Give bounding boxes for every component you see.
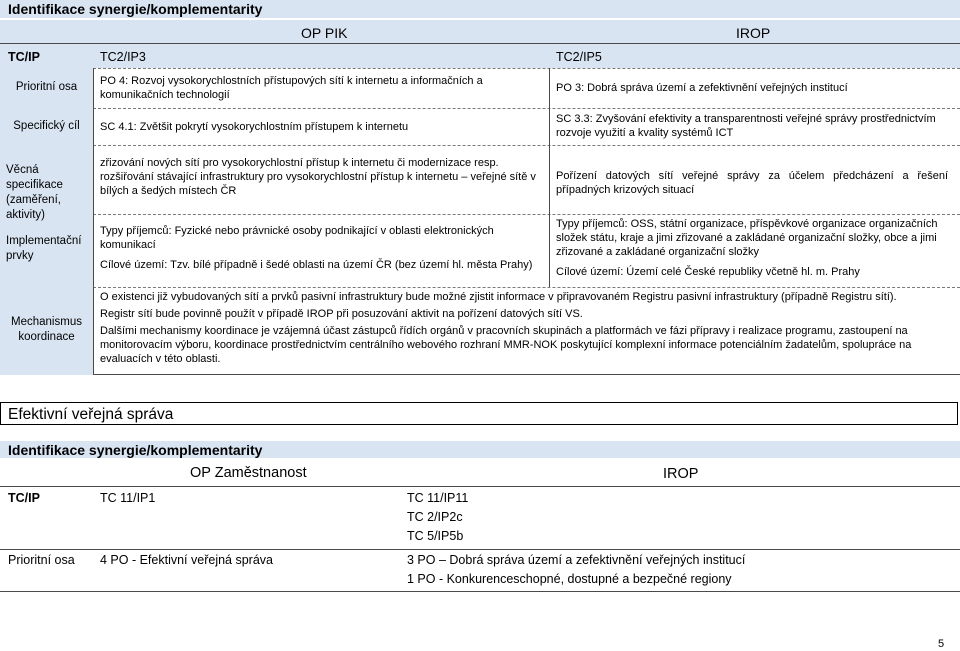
vs-right-text: Pořízení datových sítí veřejné správy za účelem předcházení a řešení případných krizových situací (556, 170, 948, 196)
tc-left-2: TC 11/IP1 (100, 491, 156, 505)
line-section2-op-bottom (0, 486, 960, 487)
line-tc-bottom (93, 68, 960, 69)
po-right-2-line1: 3 PO – Dobrá správa území a zefektivnění veřejných institucí (407, 553, 746, 567)
mk-text-2: Registr sítí bude povinně použít v případě IROP při posuzování aktivit na pořízení datových sítí VS. (100, 308, 583, 320)
po-label-2: Prioritní osa (8, 553, 75, 567)
irop-title-2: IROP (663, 466, 699, 482)
op-left-title: OP PIK (301, 25, 348, 41)
ip-right-text-2: Cílové území: Území celé České republiky včetně hl. m. Prahy (556, 266, 860, 278)
mk-text-3: Dalšími mechanismy koordinace je vzájemná účast zástupců řídích orgánů v pracovních skupinách a platformách ve fázi přípravy i realizace programu, zastoupení na monitorovacím výboru, koordinace prostřednictvím centrálního webového rozhraní MMR-NOK poskytující komplexní informace potenciálním žadatelům, spolupráce na evaluacích v této oblasti. (100, 325, 912, 365)
vline-left-border (93, 68, 94, 375)
op-right-title: IROP (736, 25, 771, 41)
line-sc-bottom (93, 145, 960, 146)
ip-left-text-1: Typy příjemců: Fyzické nebo právnické osoby podnikající v oblasti elektronických komunikací (100, 225, 494, 251)
vline-middle (549, 68, 550, 287)
sc-right-text: SC 3.3: Zvyšování efektivity a transparentnosti veřejné správy prostřednictvím rozvoje využití a kvality systémů ICT (556, 113, 936, 139)
page-number: 5 (938, 638, 945, 650)
tc-right-2-line2: TC 2/IP2c (407, 510, 463, 524)
op-header-bar (0, 20, 960, 43)
vs-left-text: zřizování nových sítí pro vysokorychlostní přístup k internetu či modernizace resp. rozšiřování stávající infrastruktury pro vysokorychlostní přístup k internetu – veřejné sítě v bílých a šedých místech ČR (100, 157, 536, 197)
section1-heading: Identifikace synergie/komplementarity (8, 1, 263, 17)
tc-right: TC2/IP5 (556, 50, 602, 64)
label-mechanismus-koordinace: Mechanismus koordinace (11, 316, 82, 343)
line-po-bottom (93, 108, 960, 109)
line-ip-bottom (93, 287, 960, 288)
po-right-text: PO 3: Dobrá správa území a zefektivnění veřejných institucí (556, 82, 848, 94)
tc-label-2: TC/IP (8, 491, 40, 505)
ip-right-text-1: Typy příjemců: OSS, státní organizace, příspěvkové organizace organizačních složek státu, kraje a jimi zřizované a zakládané organizační složky, obce a jimi zřizované a zakládané organizační složky (556, 218, 938, 258)
tc-label: TC/IP (8, 50, 40, 64)
op-zam-title: OP Zaměstnanost (190, 465, 307, 481)
section2-heading: Identifikace synergie/komplementarity (8, 442, 263, 458)
line-vs-bottom (93, 214, 960, 215)
po-right-2-line2: 1 PO - Konkurenceschopné, dostupné a bezpečné regiony (407, 572, 732, 586)
po-left-text: PO 4: Rozvoj vysokorychlostních přístupových sítí k internetu a informačních a komunikačních technologií (100, 75, 483, 101)
ip-left-text-2: Cílové území: Tzv. bílé případně i šedé oblasti na území ČR (bez území hl. města Prahy) (100, 259, 533, 271)
line-op-top (0, 43, 960, 44)
po-left-2: 4 PO - Efektivní veřejná správa (100, 553, 273, 567)
line-section2-tc-bottom (0, 549, 960, 550)
line-section1-bottom (93, 374, 960, 375)
label-prioritni-osa: Prioritní osa (15, 81, 78, 93)
section2-title: Efektivní veřejná správa (8, 406, 174, 423)
tc-left: TC2/IP3 (100, 50, 146, 64)
label-implementacni-prvky: Implementační prvky (6, 235, 82, 262)
line-section2-bottom (0, 591, 960, 592)
sc-left-text: SC 4.1: Zvětšit pokrytí vysokorychlostním přístupem k internetu (100, 121, 409, 133)
tc-right-2-line3: TC 5/IP5b (407, 529, 464, 543)
mk-text-1: O existenci již vybudovaných sítí a prvků pasivní infrastruktury bude možné zjistit informace v připravovaném Registru pasivní infrastruktury (případně Registru sítí). (100, 291, 897, 303)
label-vecna-specifikace: Věcná specifikace (zaměření, aktivity) (6, 164, 63, 221)
label-specificky-cil: Specifický cíl (13, 120, 80, 132)
tc-right-2-line1: TC 11/IP11 (407, 491, 469, 505)
